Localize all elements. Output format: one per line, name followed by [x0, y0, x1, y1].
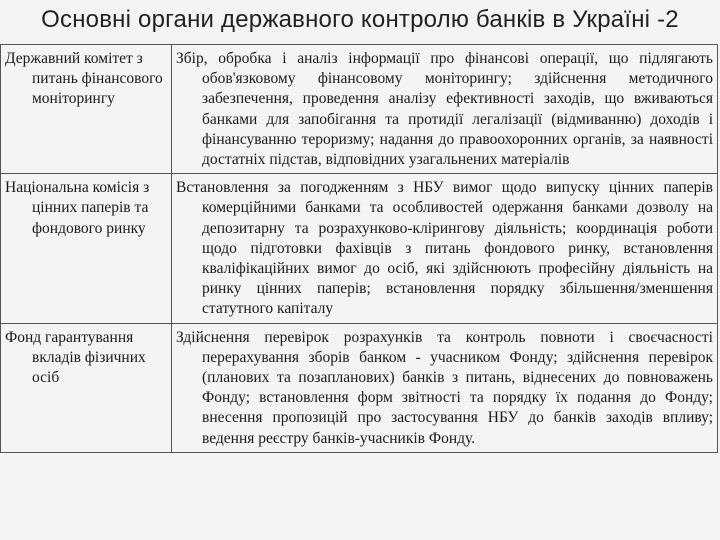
control-bodies-table [0, 44, 718, 453]
body-name: Державний комітет з питань фінансового моніторингу [5, 50, 163, 108]
slide-title: Основні органи державного контролю банків в Україні -2 [41, 6, 679, 33]
body-functions-cell [172, 45, 718, 174]
body-functions-cell [172, 174, 718, 323]
body-functions: Збір, обробка і аналіз інформації про фінансові операції, що підлягають обов'язковому фінансовому моніторингу; здійснення методичного забезпечення, проведення аналізу ефективності заходів, що вживаються банками для запобігання та протидії легалізації (відмиванню) доходів і фінансуванню тероризму; надання до правоохоронних органів, за наявності достатніх підстав, відповідних узагальнених матеріалів [176, 50, 713, 169]
table-row [1, 323, 718, 452]
body-name: Національна комісія з цінних паперів та фондового ринку [5, 179, 150, 237]
body-functions: Здійснення перевірок розрахунків та контроль повноти і своєчасності перерахування зборів банком - учасником Фонду; здійснення перевірок (планових та позапланових) банків з питань, віднесених до повноважень Фонду; встановлення форм звітності та порядку їх подання до Фонду; внесення пропозицій про застосування НБУ до банків заходів впливу; ведення реєстру банків-учасників Фонду. [176, 328, 713, 447]
table-row [1, 174, 718, 323]
body-name-cell [1, 45, 172, 174]
table-row [1, 45, 718, 174]
body-name-cell [1, 323, 172, 452]
body-name-cell [1, 174, 172, 323]
body-name: Фонд гарантування вкладів фізичних осіб [5, 328, 146, 387]
body-functions: Встановлення за погодженням з НБУ вимог щодо випуску цінних паперів комерційними банками та особливостей одержання банками дозволу на депозитарну та розрахунково-клірингову діяльність; координація роботи щодо підготовки фахівців з питань фондового ринку, встановлення кваліфікаційних вимог до осіб, які здійснюють професійну діяльність на ринку цінних паперів; встановлення порядку збільшення/зменшення статутного капіталу [176, 179, 713, 318]
body-functions-cell [172, 323, 718, 452]
